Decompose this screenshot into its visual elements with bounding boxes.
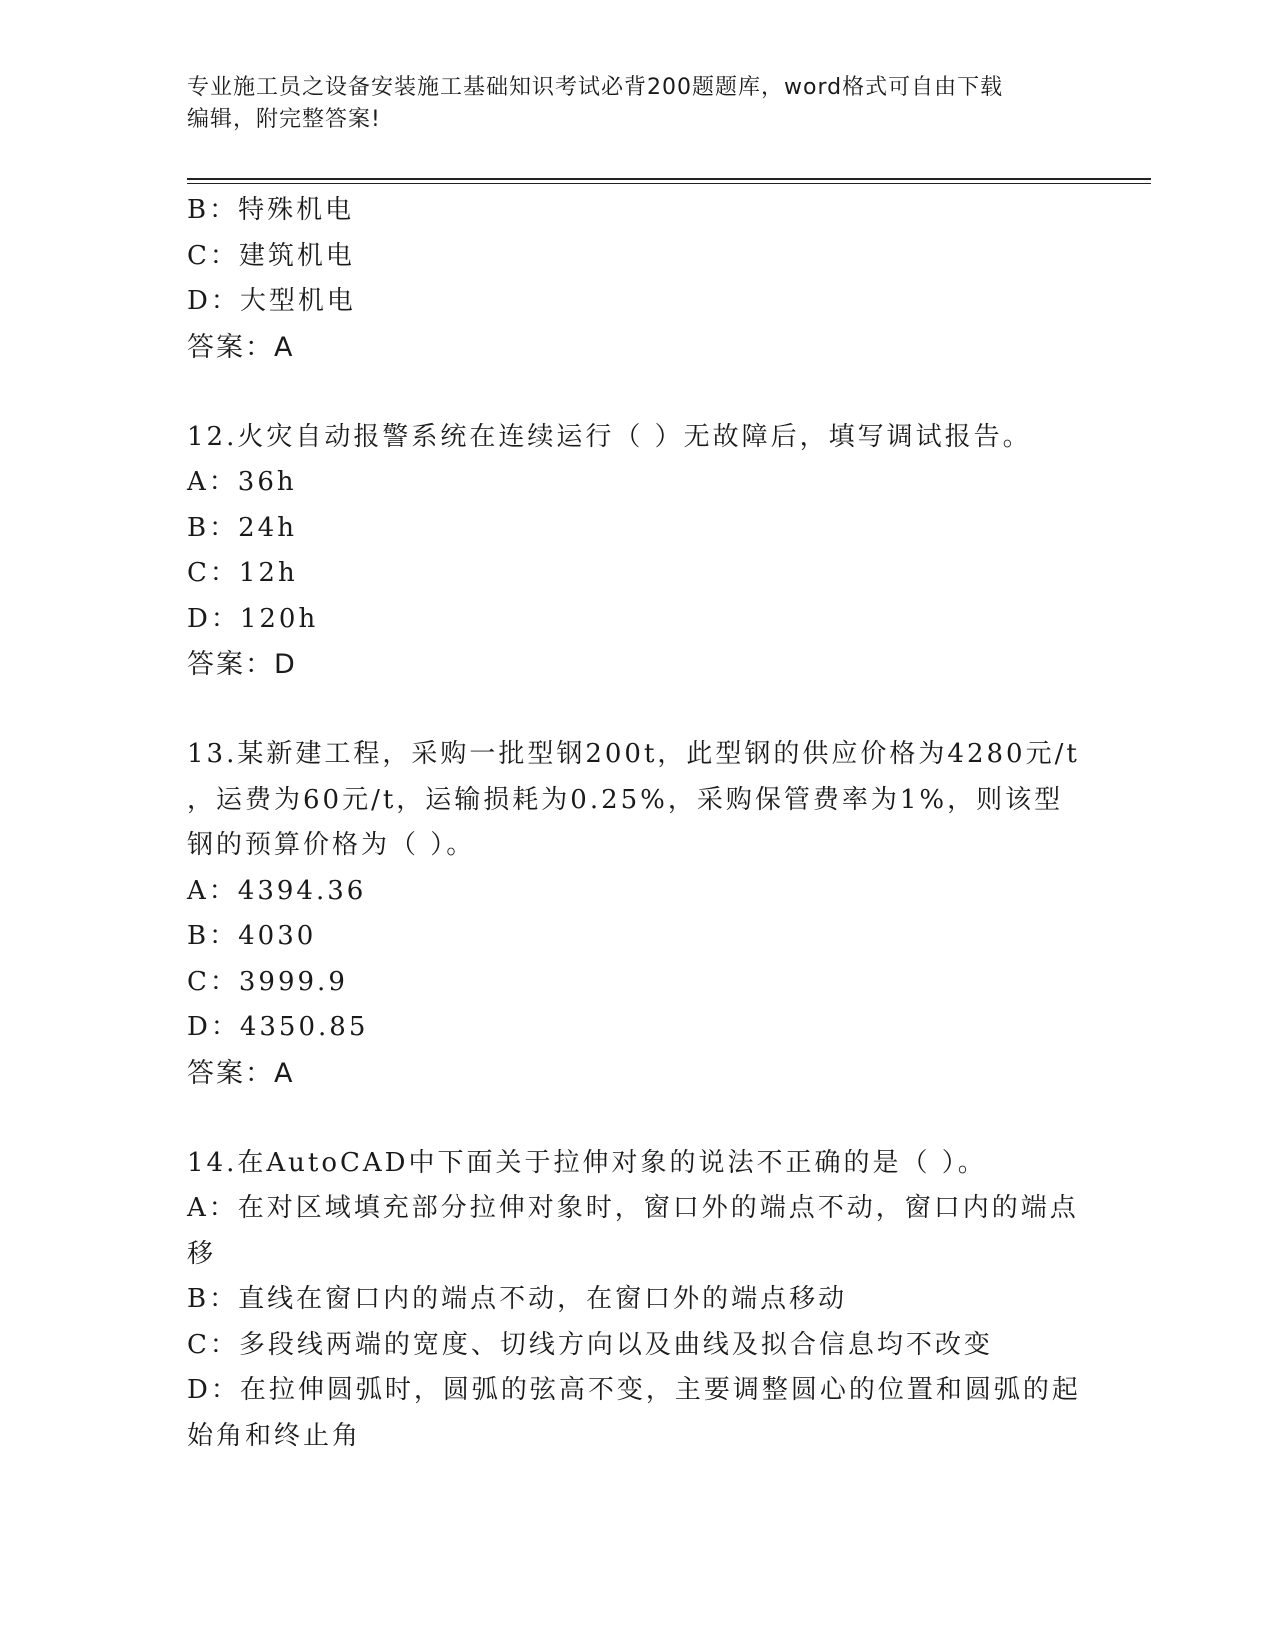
q12-answer: 答案：D — [187, 649, 297, 680]
q14-option-d-line-2: 始角和终止角 — [187, 1420, 362, 1451]
q12-question: 12.火灾自动报警系统在连续运行（ ）无故障后，填写调试报告。 — [187, 421, 1032, 452]
q12-option-b: B：24h — [187, 512, 297, 543]
q11-option-d: D：大型机电 — [187, 286, 356, 316]
q13-option-b: B：4030 — [187, 921, 317, 951]
question-11-block — [187, 188, 1107, 371]
spacer — [187, 688, 1107, 732]
header-line-2: 编辑，附完整答案! — [187, 107, 381, 132]
header-rule-thick — [187, 178, 1151, 180]
q13-question-line-2: ，运费为60元/t，运输损耗为0.25%，采购保管费率为1%，则该型 — [187, 784, 1064, 815]
question-12-block — [187, 415, 1107, 689]
q11-option-b: B：特殊机电 — [187, 195, 355, 225]
q14-option-b: B：直线在窗口内的端点不动，在窗口外的端点移动 — [187, 1284, 848, 1314]
spacer — [187, 371, 1107, 415]
q13-option-a: A：4394.36 — [187, 875, 367, 906]
q13-question-line-3: 钢的预算价格为（ ）。 — [187, 830, 476, 860]
document-header — [187, 72, 1067, 136]
question-13-block — [187, 732, 1107, 1097]
q14-option-d-line-1: D：在拉伸圆弧时，圆弧的弦高不变，主要调整圆心的位置和圆弧的起 — [187, 1375, 1081, 1405]
q13-option-c: C：3999.9 — [187, 966, 348, 997]
header-rule-thin — [187, 183, 1151, 184]
q14-option-a-line-2: 移 — [187, 1238, 217, 1269]
spacer — [187, 1097, 1107, 1141]
q13-answer: 答案：A — [187, 1057, 295, 1089]
q14-option-c: C：多段线两端的宽度、切线方向以及曲线及拟合信息均不改变 — [187, 1329, 993, 1360]
q12-option-c: C：12h — [187, 558, 298, 588]
header-line-1: 专业施工员之设备安装施工基础知识考试必背200题题库，word格式可自由下载 — [187, 75, 1004, 100]
question-14-block — [187, 1141, 1107, 1460]
q13-question-line-1: 13.某新建工程，采购一批型钢200t，此型钢的供应价格为4280元/t — [187, 739, 1080, 769]
q11-answer: 答案：A — [187, 331, 295, 363]
q14-option-a-line-1: A：在对区域填充部分拉伸对象时，窗口外的端点不动，窗口内的端点 — [187, 1193, 1079, 1223]
q12-option-a: A：36h — [187, 467, 297, 497]
question-list — [187, 188, 1107, 1459]
q12-option-d: D：120h — [187, 603, 319, 634]
q14-question: 14.在AutoCAD中下面关于拉伸对象的说法不正确的是（ ）。 — [187, 1147, 987, 1178]
q11-option-c: C：建筑机电 — [187, 240, 355, 271]
q13-option-d: D：4350.85 — [187, 1012, 369, 1042]
